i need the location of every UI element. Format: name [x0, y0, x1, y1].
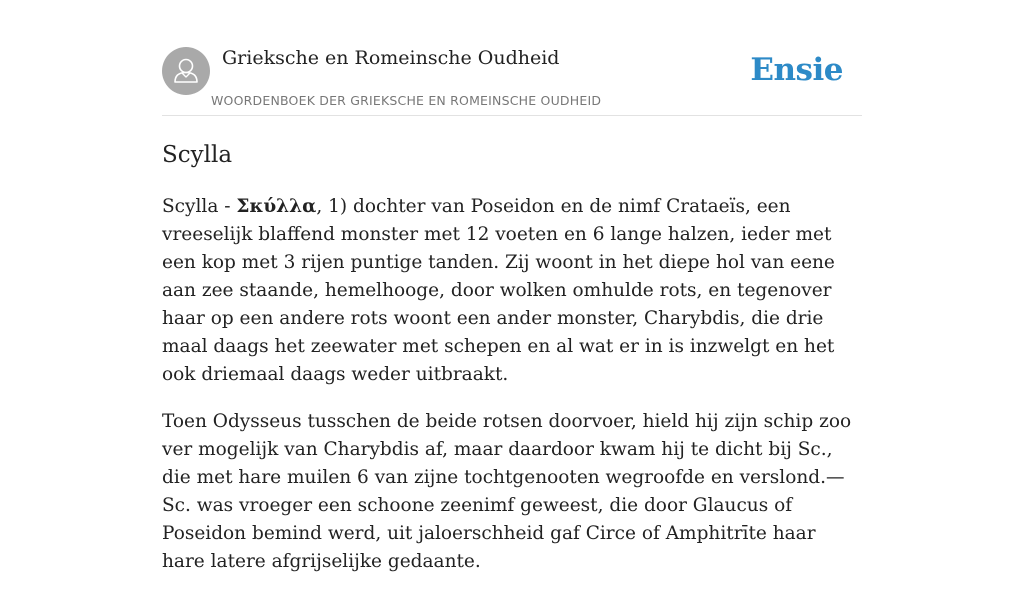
entry-body: [162, 193, 862, 595]
entry-paragraph: Toen Odysseus tusschen de beide rotsen doorvoer, hield hij zijn schip zoo ver mogelijk van Charybdis af, maar daardoor kwam hij te dicht bij Sc., die met hare muilen 6 van zijne tochtgenooten wegroofde en verslond.—Sc. was vroeger een schoone zeenimf geweest, die door Glaucus of Poseidon bemind werd, uit jaloerschheid gaf Circe of Amphitrīte haar hare latere afgrijselijke gedaante.: [162, 411, 852, 572]
source-title[interactable]: Grieksche en Romeinsche Oudheid: [222, 47, 560, 69]
ensie-logo[interactable]: Ensie: [750, 52, 843, 88]
source-subtitle: WOORDENBOEK DER GRIEKSCHE EN ROMEINSCHE OUDHEID: [211, 93, 602, 108]
page-title: Scylla: [162, 142, 233, 168]
source-header: [162, 46, 862, 116]
entry-text: , 1) dochter van Poseidon en de nimf Crataeïs, een vreeselijk blaffend monster met 12 voeten en 6 lange halzen, ieder met een kop met 3 rijen puntige tanden. Zij woont in het diepe hol van eene aan zee staande, hemelhooge, door wolken omhulde rots, en tegenover haar op een andere rots woont een ander monster, Charybdis, die drie maal daags het zeewater met schepen en al wat er in is inzwelgt en het ook driemaal daags weder uitbraakt.: [162, 196, 835, 385]
entry-lead: Scylla -: [162, 196, 237, 217]
avatar[interactable]: [162, 47, 210, 95]
greek-term: Σκύλλα: [236, 196, 317, 217]
entry-paragraph: [162, 193, 862, 389]
user-icon: [162, 47, 210, 95]
